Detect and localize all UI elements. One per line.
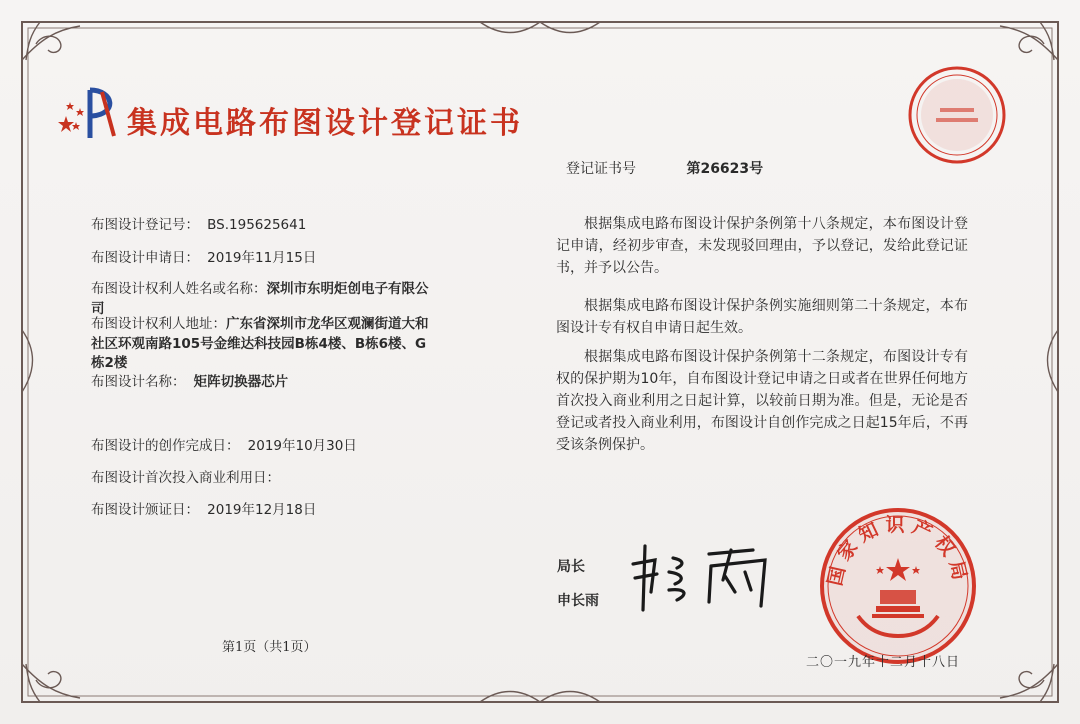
owner-name-field <box>91 280 431 319</box>
director-title: 局长 <box>557 559 585 575</box>
certificate-number-value: 第26623号 <box>686 161 764 177</box>
state-ip-office-seal-icon <box>818 506 978 666</box>
certificate-number <box>566 158 763 178</box>
issue-date-label: 布图设计颁证日： <box>91 502 199 518</box>
application-date-field <box>91 249 316 268</box>
first-use-field <box>91 469 280 488</box>
page-info: 第1页（共1页） <box>222 640 317 655</box>
owner-name-value: 深圳市东明炬创电子有限公司 <box>91 281 429 317</box>
ip-office-logo-icon <box>56 86 126 142</box>
small-red-seal-icon <box>906 64 1008 166</box>
design-name-field <box>91 373 288 392</box>
paragraph-2: 根据集成电路布图设计保护条例实施细则第二十条规定，本布图设计专有权自申请日起生效。 <box>556 298 968 336</box>
seal-text: 国家知识产权局 <box>824 514 972 588</box>
application-date-label: 布图设计申请日： <box>91 250 199 266</box>
owner-address-label: 布图设计权利人地址： <box>91 316 226 332</box>
paragraph-1: 根据集成电路布图设计保护条例第十八条规定，本布图设计登记申请，经初步审查，未发现驳回理由，予以登记，发给此登记证书，并予以公告。 <box>556 216 968 276</box>
first-use-label: 布图设计首次投入商业利用日： <box>91 470 280 486</box>
creation-date-label: 布图设计的创作完成日： <box>91 438 240 454</box>
owner-address-field <box>91 315 431 374</box>
creation-date-value: 2019年10月30日 <box>247 438 357 454</box>
paragraph-3: 根据集成电路布图设计保护条例第十二条规定，布图设计专有权的保护期为10年，自布图设计登记申请之日或者在世界任何地方首次投入商业利用之日起计算，以较前日期为准。但是，无论是否登记或者投入商业利用，布图设计自创作完成之日起15年后，不再受该条例保护。 <box>556 349 968 453</box>
issue-date-chinese: 二〇一九年十二月十八日 <box>806 655 961 670</box>
design-name-label: 布图设计名称： <box>91 374 186 390</box>
issue-date-field <box>91 501 316 520</box>
creation-date-field <box>91 437 357 456</box>
certificate-title: 集成电路布图设计登记证书 <box>127 106 523 141</box>
director-signature-icon <box>625 540 785 620</box>
issue-date-value: 2019年12月18日 <box>207 502 317 518</box>
certificate-number-label: 登记证书号 <box>566 161 636 177</box>
application-date-value: 2019年11月15日 <box>207 250 317 266</box>
owner-name-label: 布图设计权利人姓名或名称： <box>91 281 267 297</box>
owner-address-value: 广东省深圳市龙华区观澜街道大和社区环观南路105号金维达科技园B栋4楼、B栋6楼、G栋2楼 <box>91 316 429 371</box>
registration-no-value: BS.195625641 <box>207 217 307 233</box>
registration-no-label: 布图设计登记号： <box>91 217 199 233</box>
registration-no-field <box>91 216 306 235</box>
director-name: 申长雨 <box>557 593 599 609</box>
design-name-value: 矩阵切换器芯片 <box>193 374 289 390</box>
